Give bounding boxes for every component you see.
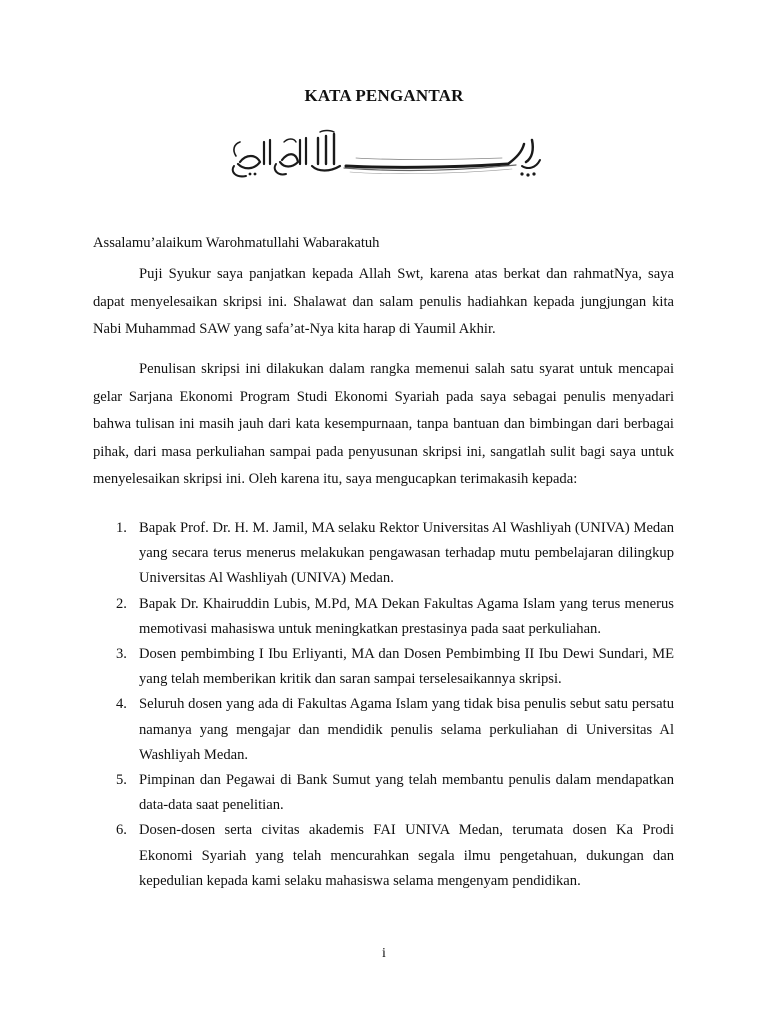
paragraph-2: Penulisan skripsi ini dilakukan dalam rangka memenui salah satu syarat untuk mencapai gelar Sarjana Ekonomi Program Studi Ekonomi Syariah pada saya sebagai penulis menyadari bahwa tulisan ini masih jauh dari kata kesempurnaan, tanpa bantuan dan bimbingan dari berbagai pihak, dari masa perkuliahan sampai pada penyusunan skripsi ini, sangatlah sulit bagi saya untuk menyelesaikan skripsi ini. Oleh karena itu, saya mengucapkan terimakasih kepada: xyxy=(93,361,674,487)
list-item-text: Dosen-dosen serta civitas akademis FAI UNIVA Medan, terumata dosen Ka Prodi Ekonomi Syariah yang telah mencurahkan segala ilmu pengetahuan, dukungan dan kepedulian kepada kami selaku mahasiswa selama mengenyam pendidikan. xyxy=(139,822,674,889)
list-item xyxy=(93,768,674,818)
page-title: KATA PENGANTAR xyxy=(304,86,464,105)
list-item-text: Dosen pembimbing I Ibu Erliyanti, MA dan Dosen Pembimbing II Ibu Dewi Sundari, ME yang telah memberikan kritik dan saran sampai terselesaikannya skripsi. xyxy=(139,646,674,688)
list-item-number: 5. xyxy=(116,772,127,789)
list-item-text: Pimpinan dan Pegawai di Bank Sumut yang telah membantu penulis dalam mendapatkan data-data saat penelitian. xyxy=(139,772,674,814)
list-item xyxy=(93,592,674,642)
basmala-calligraphy-icon xyxy=(226,128,544,180)
page-number: i xyxy=(382,946,386,961)
list-item-text: Bapak Dr. Khairuddin Lubis, M.Pd, MA Dekan Fakultas Agama Islam yang terus menerus memotivasi mahasiswa untuk meningkatkan prestasinya pada saat perkuliahan. xyxy=(139,595,674,637)
list-item-text: Bapak Prof. Dr. H. M. Jamil, MA selaku Rektor Universitas Al Washliyah (UNIVA) Medan yang secara terus menerus melakukan pengawasan terhadap mutu pembelajaran dilingkup Universitas Al Washliyah (UNIVA) Medan. xyxy=(139,520,674,587)
list-item-number: 4. xyxy=(116,696,127,713)
greeting-line: Assalamu’alaikum Warohmatullahi Wabarakatuh xyxy=(93,235,380,251)
acknowledgement-list xyxy=(93,516,674,894)
list-item-number: 2. xyxy=(116,595,127,612)
list-item xyxy=(93,692,674,768)
list-item xyxy=(93,818,674,894)
paragraph-1: Puji Syukur saya panjatkan kepada Allah Swt, karena atas berkat dan rahmatNya, saya dapat menyelesaikan skripsi ini. Shalawat dan salam penulis hadiahkan kepada jungjungan kita Nabi Muhammad SAW yang safa’at-Nya kita harap di Yaumil Akhir. xyxy=(93,266,674,337)
list-item-text: Seluruh dosen yang ada di Fakultas Agama Islam yang tidak bisa penulis sebut satu persatu namanya yang mengajar dan mendidik penulis selama perkuliahan di Universitas Al Washliyah Medan. xyxy=(139,696,674,763)
list-item xyxy=(93,516,674,592)
list-item-number: 6. xyxy=(116,822,127,839)
list-item xyxy=(93,642,674,692)
list-item-number: 1. xyxy=(116,520,127,536)
list-item-number: 3. xyxy=(116,646,127,663)
